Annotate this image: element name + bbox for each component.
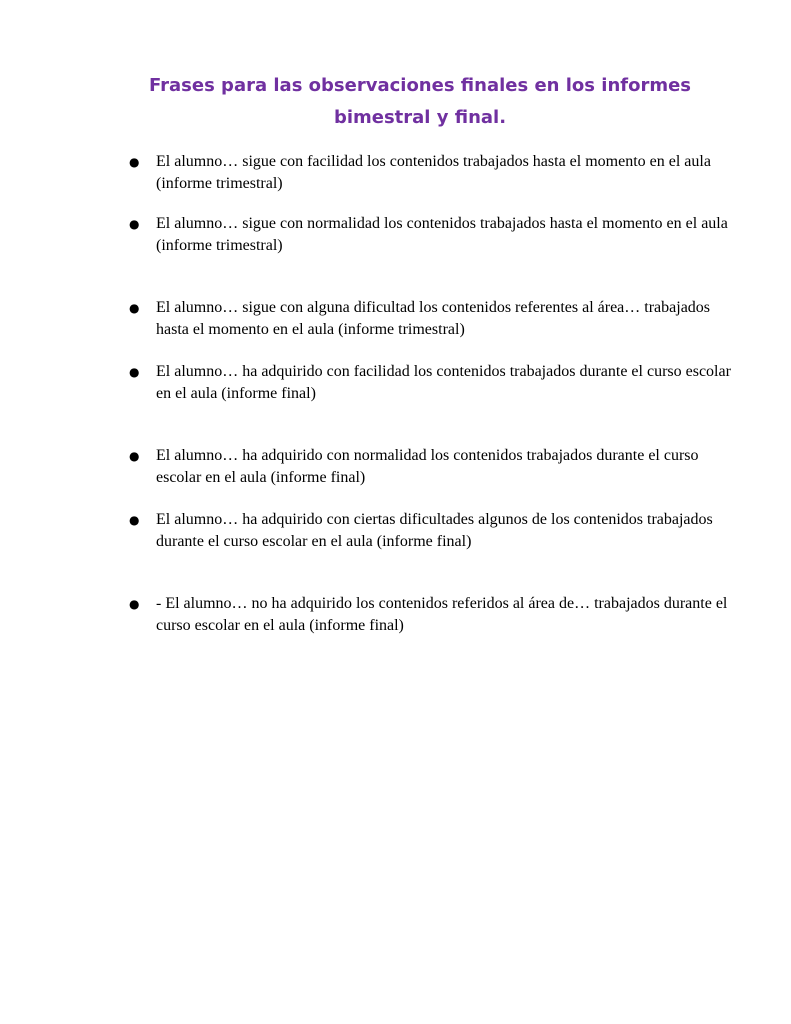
list-item-text: El alumno… sigue con normalidad los contenidos trabajados hasta el momento en el aula (informe trimestral) (156, 215, 728, 254)
list-item (129, 445, 739, 489)
bullet-icon: ● (129, 365, 140, 379)
list-item-text: El alumno… ha adquirido con facilidad los contenidos trabajados durante el curso escolar en el aula (informe final) (156, 363, 731, 402)
list-item (129, 297, 739, 341)
bullet-icon: ● (129, 449, 140, 463)
list-item-text: El alumno… ha adquirido con normalidad los contenidos trabajados durante el curso escolar en el aula (informe final) (156, 447, 699, 486)
list-item-text: - El alumno… no ha adquirido los contenidos referidos al área de… trabajados durante el curso escolar en el aula (informe final) (156, 595, 728, 634)
page-title: Frases para las observaciones finales en los informes bimestral y final. (148, 75, 692, 128)
list-item-text: El alumno… ha adquirido con ciertas dificultades algunos de los contenidos trabajados durante el curso escolar en el aula (informe final) (156, 511, 713, 550)
list-item (129, 509, 739, 553)
bullet-icon: ● (129, 597, 140, 611)
list-item-text: El alumno… sigue con alguna dificultad los contenidos referentes al área… trabajados hasta el momento en el aula (informe trimestral) (156, 299, 711, 338)
bullet-icon: ● (129, 513, 140, 527)
bullet-icon: ● (129, 155, 140, 169)
list-item-text: El alumno… sigue con facilidad los contenidos trabajados hasta el momento en el aula (informe trimestral) (156, 153, 711, 192)
bullet-icon: ● (129, 217, 140, 231)
list-item (129, 361, 739, 405)
list-item (129, 593, 739, 637)
list-item (129, 151, 739, 195)
list-item (129, 213, 739, 257)
bullet-icon: ● (129, 301, 140, 315)
